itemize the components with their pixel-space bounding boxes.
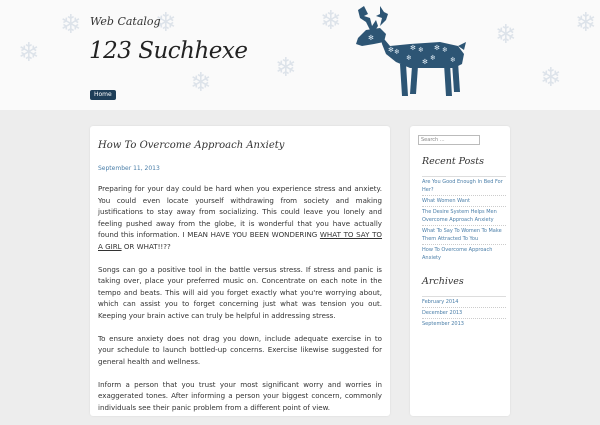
snowflake-icon: ❄ (495, 20, 517, 50)
svg-text:❄: ❄ (430, 54, 436, 62)
post-paragraph (98, 183, 382, 252)
svg-text:✻: ✻ (434, 44, 440, 52)
svg-text:❄: ❄ (442, 46, 448, 54)
snowflake-icon: ❄ (540, 63, 562, 93)
post-paragraph: Inform a person that you trust your most significant worry and worries in exaggerated tones. After informing a person your biggest concern, commonly individuals see their panic problem from a different point of view. (98, 379, 382, 412)
search-input[interactable]: Search ... (418, 135, 480, 145)
archive-link[interactable]: February 2014 (422, 299, 459, 305)
site-tagline: Web Catalog (90, 15, 161, 28)
snowflake-icon: ❄ (155, 8, 177, 38)
snowflake-icon: ❄ (320, 6, 342, 36)
post-paragraph: Songs can go a positive tool in the battle versus stress. If stress and panic is taking over, place your preferred music on. Concentrate on each note in the tempo and beats. This will aid you forget exactly what you're worrying about, which can assist you to forget concerning just what was tension you out. Keeping your brain active can truly be helpful in addressing stress. (98, 264, 382, 320)
snowflake-icon: ❄ (275, 53, 297, 83)
archives-list (422, 296, 506, 329)
snowflake-icon: ❄ (60, 10, 82, 40)
inline-link[interactable]: WHAT TO SAY TO A GIRL (98, 230, 383, 251)
svg-text:✻: ✻ (422, 58, 428, 66)
recent-post-link[interactable]: Are You Good Enough In Bed For Her? (422, 179, 503, 193)
list-item (422, 296, 506, 307)
recent-post-link[interactable]: What Women Want (422, 198, 470, 204)
recent-posts-heading: Recent Posts (422, 156, 484, 167)
recent-posts-list (422, 176, 506, 263)
post-date[interactable]: September 11, 2013 (98, 165, 160, 172)
archive-link[interactable]: September 2013 (422, 321, 464, 327)
snowflake-icon: ❄ (190, 68, 212, 98)
list-item (422, 195, 506, 206)
list-item (422, 318, 506, 329)
site-header (0, 0, 600, 110)
svg-text:✻: ✻ (410, 44, 416, 52)
snowflake-icon: ❄ (575, 8, 597, 38)
reindeer-logo (350, 4, 470, 100)
svg-text:❄: ❄ (406, 54, 412, 62)
post-text: OR WHAT!!?? (121, 241, 171, 251)
list-item (422, 206, 506, 225)
svg-text:❄: ❄ (418, 46, 424, 54)
recent-post-link[interactable]: The Desire System Helps Men Overcome Approach Anxiety (422, 209, 497, 223)
snowflake-icon: ❄ (18, 38, 40, 68)
post-body (98, 183, 382, 425)
list-item (422, 244, 506, 263)
post-text: Preparing for your day could be hard when you experience stress and anxiety. You could even locate yourself withdrawing from society and making justifications to stay away from socializing. This could leave you lonely and feeling pushed away from the globe, it is wonderful that you have actually found this information. I MEAN HAVE YOU BEEN WONDERING (98, 184, 382, 239)
post-title[interactable]: How To Overcome Approach Anxiety (98, 140, 285, 151)
svg-text:✻: ✻ (388, 46, 394, 54)
archive-link[interactable]: December 2013 (422, 310, 463, 316)
post-paragraph: To ensure anxiety does not drag you down, include adequate exercise in to your schedule to launch bottled-up concerns. Exercise likewise suggested for general health and wellness. (98, 333, 382, 366)
nav-home-button[interactable]: Home (90, 90, 116, 100)
svg-text:❄: ❄ (394, 48, 400, 56)
list-item (422, 307, 506, 318)
post-content-panel (90, 126, 390, 416)
list-item (422, 176, 506, 195)
site-title[interactable]: 123 Suchhexe (89, 38, 248, 64)
archives-heading: Archives (422, 276, 464, 287)
sidebar (410, 126, 510, 416)
recent-post-link[interactable]: How To Overcome Approach Anxiety (422, 247, 493, 261)
list-item (422, 225, 506, 244)
svg-text:❄: ❄ (450, 56, 456, 64)
svg-text:✻: ✻ (368, 34, 374, 42)
recent-post-link[interactable]: What To Say To Women To Make Them Attracted To You (422, 228, 502, 242)
